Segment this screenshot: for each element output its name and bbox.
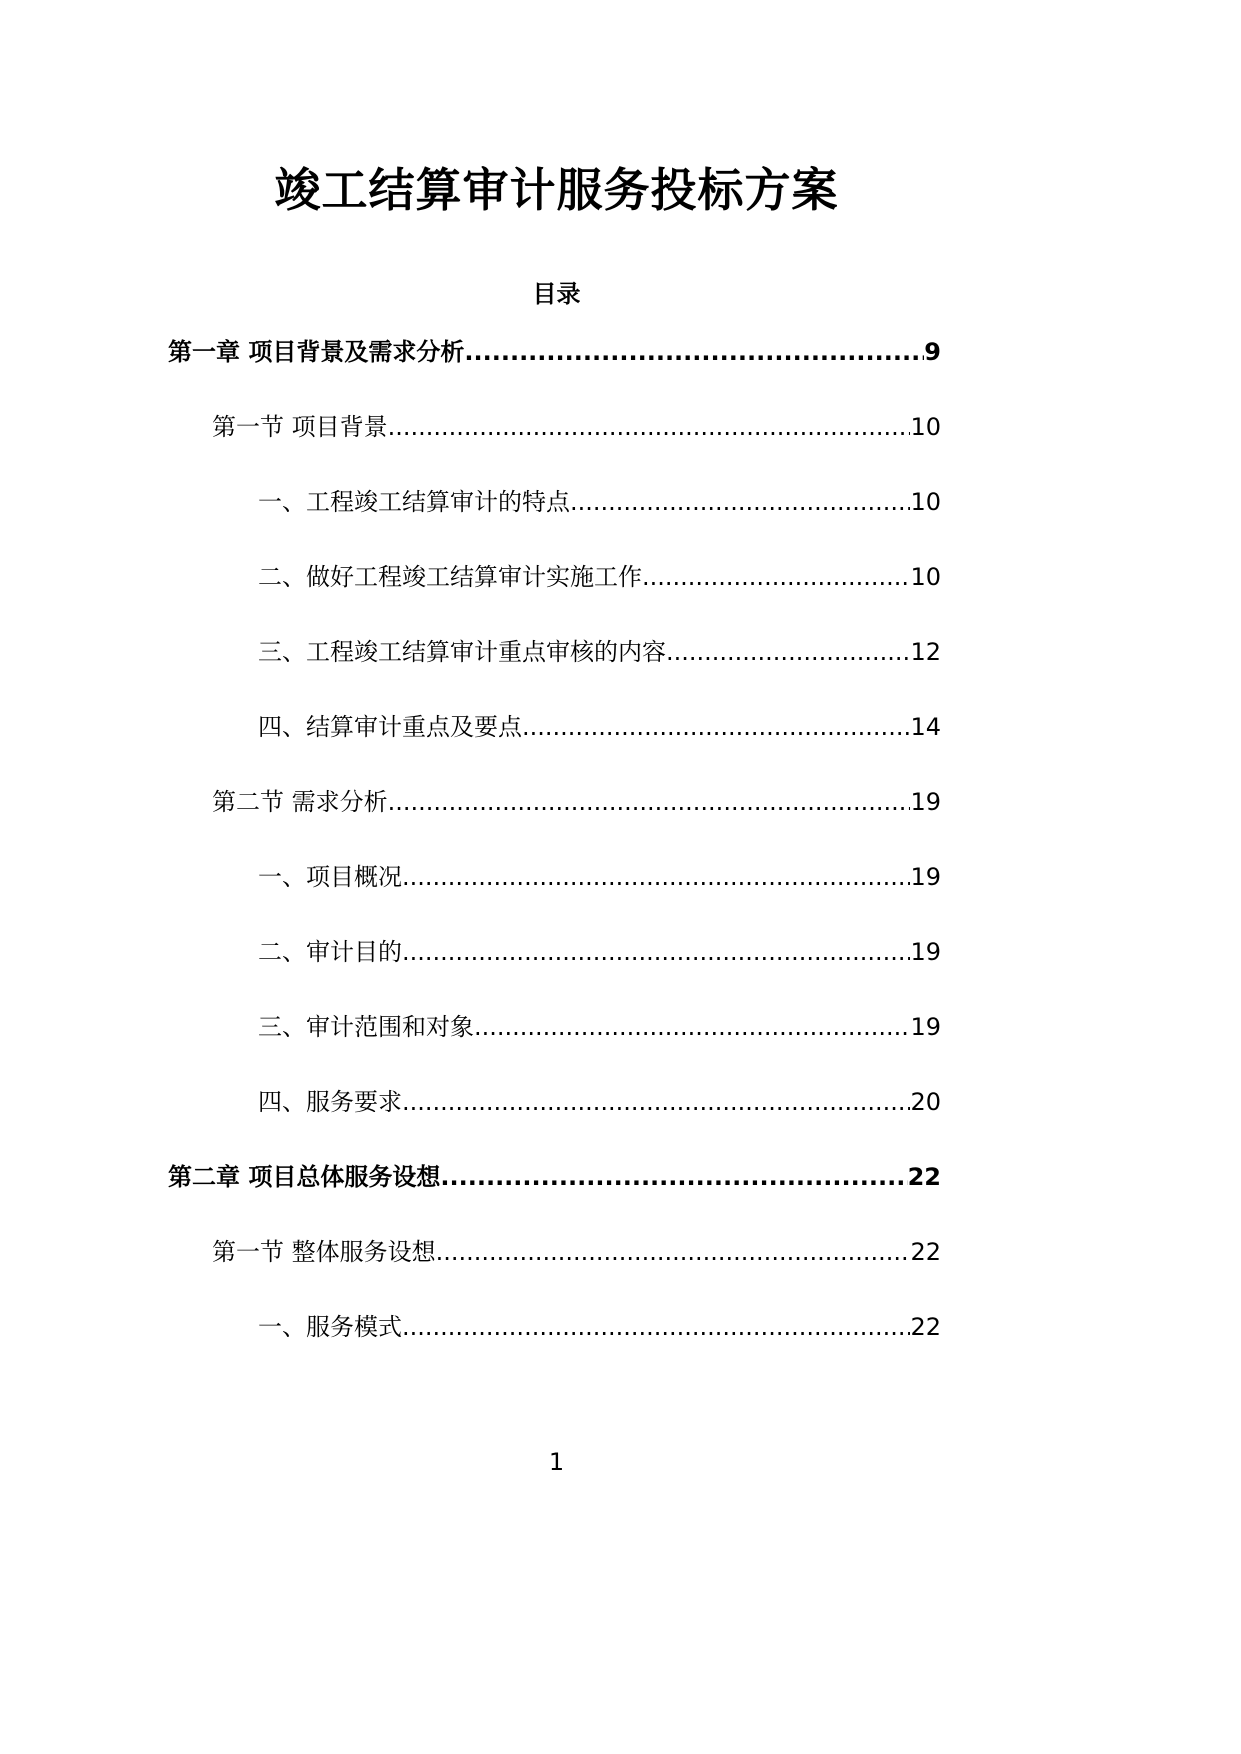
toc-entry-page: 10 bbox=[910, 488, 941, 516]
toc-entry[interactable] bbox=[258, 932, 941, 972]
toc-leader-dots bbox=[402, 1082, 910, 1122]
toc-entry-label: 三、工程竣工结算审计重点审核的内容 bbox=[258, 638, 666, 666]
toc-entry[interactable] bbox=[212, 407, 941, 447]
document-title: 竣工结算审计服务投标方案 bbox=[274, 163, 839, 217]
toc-leader-dots bbox=[440, 1157, 907, 1197]
toc-entry-page: 19 bbox=[910, 1013, 941, 1041]
toc-leader-dots bbox=[402, 1307, 910, 1347]
toc-entry[interactable] bbox=[258, 857, 941, 897]
toc-leader-dots bbox=[474, 1007, 910, 1047]
toc-leader-dots bbox=[402, 857, 910, 897]
toc-entry-page: 19 bbox=[910, 788, 941, 816]
toc-entry-label: 第二节 需求分析 bbox=[212, 788, 388, 816]
toc-entry-label: 二、审计目的 bbox=[258, 938, 402, 966]
toc-entry-page: 19 bbox=[910, 938, 941, 966]
toc-entry[interactable] bbox=[212, 1232, 941, 1272]
toc-entry[interactable] bbox=[258, 632, 941, 672]
toc-entry[interactable] bbox=[168, 1157, 941, 1197]
toc-entry-label: 一、项目概况 bbox=[258, 863, 402, 891]
toc-entry[interactable] bbox=[212, 782, 941, 822]
toc-leader-dots bbox=[436, 1232, 911, 1272]
toc-entry-page: 12 bbox=[910, 638, 941, 666]
toc-entry-label: 四、结算审计重点及要点 bbox=[258, 713, 522, 741]
toc-entry-page: 10 bbox=[910, 413, 941, 441]
toc-entry-page: 20 bbox=[910, 1088, 941, 1116]
toc-entry[interactable] bbox=[258, 1007, 941, 1047]
toc-leader-dots bbox=[642, 557, 910, 597]
toc-entry-page: 19 bbox=[910, 863, 941, 891]
toc-entry-page: 10 bbox=[910, 563, 941, 591]
page-number: 1 bbox=[548, 1448, 565, 1476]
toc-entry-label: 二、做好工程竣工结算审计实施工作 bbox=[258, 563, 642, 591]
toc-entry-page: 22 bbox=[910, 1313, 941, 1341]
toc-entry[interactable] bbox=[168, 332, 941, 372]
toc-entry-label: 第二章 项目总体服务设想 bbox=[168, 1163, 441, 1191]
toc-entry-label: 第一章 项目背景及需求分析 bbox=[168, 338, 465, 366]
toc-leader-dots bbox=[522, 707, 910, 747]
toc-entry[interactable] bbox=[258, 557, 941, 597]
toc-entry[interactable] bbox=[258, 707, 941, 747]
toc-leader-dots bbox=[388, 782, 911, 822]
toc-entry-label: 一、工程竣工结算审计的特点 bbox=[258, 488, 570, 516]
toc-leader-dots bbox=[402, 932, 910, 972]
toc-entry[interactable] bbox=[258, 482, 941, 522]
toc-entry[interactable] bbox=[258, 1307, 941, 1347]
toc-entry-label: 四、服务要求 bbox=[258, 1088, 402, 1116]
toc-entry-page: 22 bbox=[910, 1238, 941, 1266]
toc-entry[interactable] bbox=[258, 1082, 941, 1122]
toc-entry-label: 第一节 项目背景 bbox=[212, 413, 388, 441]
toc-entry-label: 一、服务模式 bbox=[258, 1313, 402, 1341]
toc-heading: 目录 bbox=[532, 280, 581, 308]
toc-leader-dots bbox=[570, 482, 910, 522]
toc-entry-page: 9 bbox=[924, 338, 941, 366]
toc-entry-page: 22 bbox=[907, 1163, 941, 1191]
toc-leader-dots bbox=[666, 632, 910, 672]
toc-entry-label: 三、审计范围和对象 bbox=[258, 1013, 474, 1041]
toc-entry-page: 14 bbox=[910, 713, 941, 741]
toc-leader-dots bbox=[464, 332, 924, 372]
toc-leader-dots bbox=[388, 407, 911, 447]
toc-entry-label: 第一节 整体服务设想 bbox=[212, 1238, 436, 1266]
